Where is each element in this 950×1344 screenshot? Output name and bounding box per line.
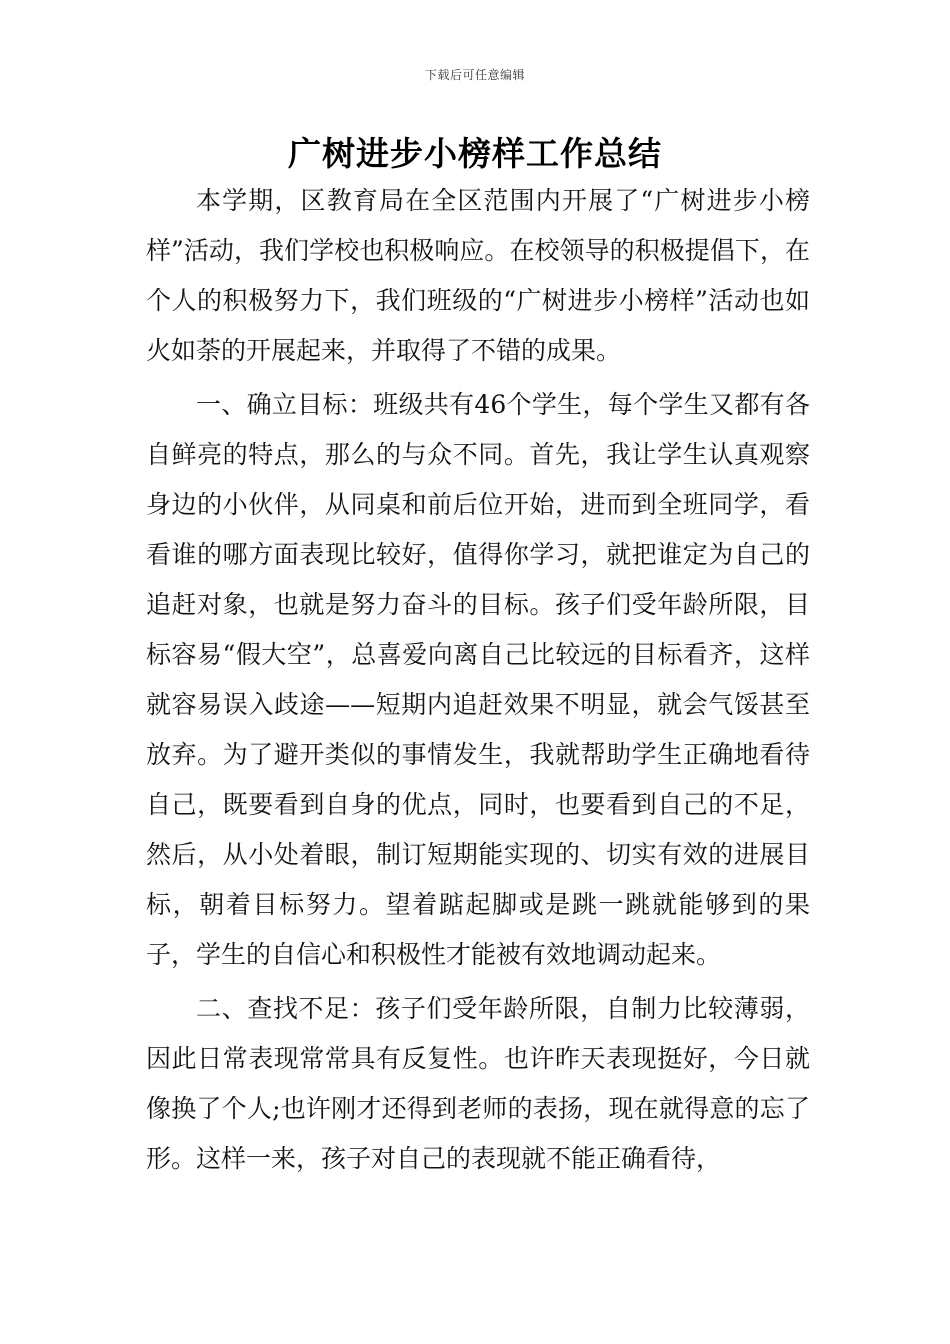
- document-body: [146, 176, 810, 1184]
- header-note: 下载后可任意编辑: [424, 68, 525, 82]
- paragraph-intro: 本学期，区教育局在全区范围内开展了“广树进步小榜样”活动，我们学校也积极响应。在校领导的积极提倡下，在个人的积极努力下，我们班级的“广树进步小榜样”活动也如火如荼的开展起来，并取得了不错的成果。: [146, 186, 810, 365]
- paragraph-section-1: 一、确立目标：班级共有46个学生，每个学生又都有各自鲜亮的特点，那么的与众不同。首先，我让学生认真观察身边的小伙伴，从同桌和前后位开始，进而到全班同学，看看谁的哪方面表现比较好，值得你学习，就把谁定为自己的追赶对象，也就是努力奋斗的目标。孩子们受年龄所限，目标容易“假大空”，总喜爱向离自己比较远的目标看齐，这样就容易误入歧途——短期内追赶效果不明显，就会气馁甚至放弃。为了避开类似的事情发生，我就帮助学生正确地看待自己，既要看到自身的优点，同时，也要看到自己的不足，然后，从小处着眼，制订短期能实现的、切实有效的进展目标，朝着目标努力。望着踮起脚或是跳一跳就能够到的果子，学生的自信心和积极性才能被有效地调动起来。: [146, 390, 810, 969]
- paragraph-section-2: 二、查找不足：孩子们受年龄所限，自制力比较薄弱，因此日常表现常常具有反复性。也许昨天表现挺好，今日就像换了个人;也许刚才还得到老师的表扬，现在就得意的忘了形。这样一来，孩子对自己的表现就不能正确看待，: [146, 994, 810, 1173]
- document-title: 广树进步小榜样工作总结: [288, 134, 662, 173]
